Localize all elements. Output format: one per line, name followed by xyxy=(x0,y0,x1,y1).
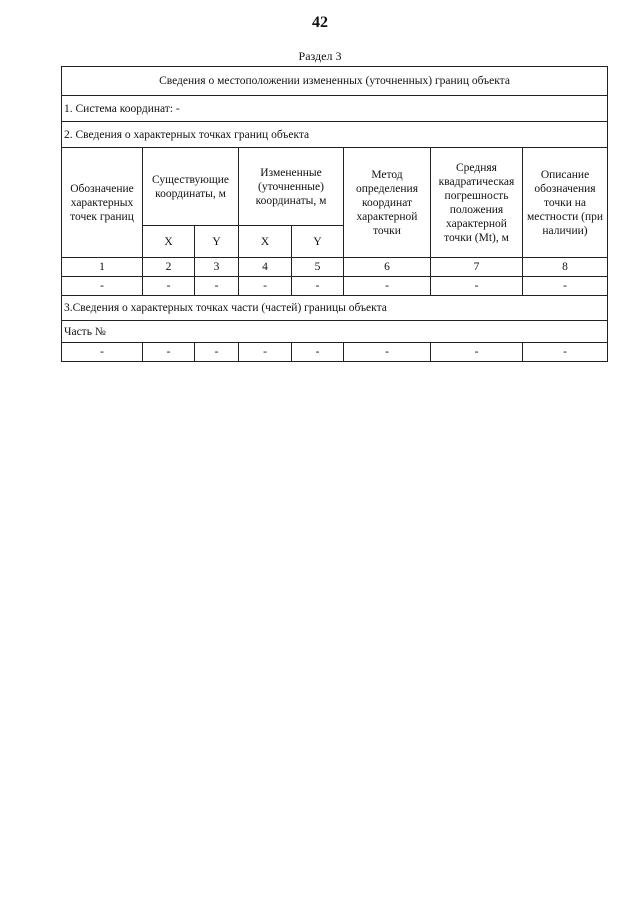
table-cell: - xyxy=(195,343,239,362)
table-cell: - xyxy=(62,277,143,296)
column-number: 5 xyxy=(292,258,344,277)
header-changed-y: Y xyxy=(292,226,344,258)
column-number: 3 xyxy=(195,258,239,277)
table-cell: - xyxy=(431,277,523,296)
header-changed-x: X xyxy=(239,226,292,258)
points-heading-row: 2. Сведения о характерных точках границ объекта xyxy=(62,122,608,148)
boundary-table xyxy=(61,66,608,362)
parts-heading-row: 3.Сведения о характерных точках части (частей) границы объекта xyxy=(62,296,608,321)
part-label-row: Часть № xyxy=(62,321,608,343)
column-number: 7 xyxy=(431,258,523,277)
table-cell: - xyxy=(62,343,143,362)
header-error: Средняя квадратическая погрешность положения характерной точки (Mt), м xyxy=(431,148,523,258)
table-cell: - xyxy=(523,343,608,362)
page-number: 42 xyxy=(312,14,328,31)
table-row xyxy=(62,277,608,296)
header-existing-coords: Существующие координаты, м xyxy=(143,148,239,226)
table-title: Сведения о местоположении измененных (уточненных) границ объекта xyxy=(62,67,608,96)
header-changed-coords: Измененные (уточненные) координаты, м xyxy=(239,148,344,226)
table-cell: - xyxy=(239,343,292,362)
header-existing-x: X xyxy=(143,226,195,258)
table-cell: - xyxy=(239,277,292,296)
table-row xyxy=(62,343,608,362)
column-number: 2 xyxy=(143,258,195,277)
table-cell: - xyxy=(344,277,431,296)
table-cell: - xyxy=(143,343,195,362)
header-existing-y: Y xyxy=(195,226,239,258)
column-number: 8 xyxy=(523,258,608,277)
table-cell: - xyxy=(523,277,608,296)
table-cell: - xyxy=(143,277,195,296)
column-number: 4 xyxy=(239,258,292,277)
header-method: Метод определения координат характерной точки xyxy=(344,148,431,258)
column-number: 6 xyxy=(344,258,431,277)
header-designation: Обозначение характерных точек границ xyxy=(62,148,143,258)
column-number: 1 xyxy=(62,258,143,277)
table-cell: - xyxy=(431,343,523,362)
table-cell: - xyxy=(195,277,239,296)
header-description: Описание обозначения точки на местности (при наличии) xyxy=(523,148,608,258)
section-title: Раздел 3 xyxy=(298,49,342,63)
table-cell: - xyxy=(292,277,344,296)
table-cell: - xyxy=(292,343,344,362)
coord-system-row: 1. Система координат: - xyxy=(62,96,608,122)
table-cell: - xyxy=(344,343,431,362)
